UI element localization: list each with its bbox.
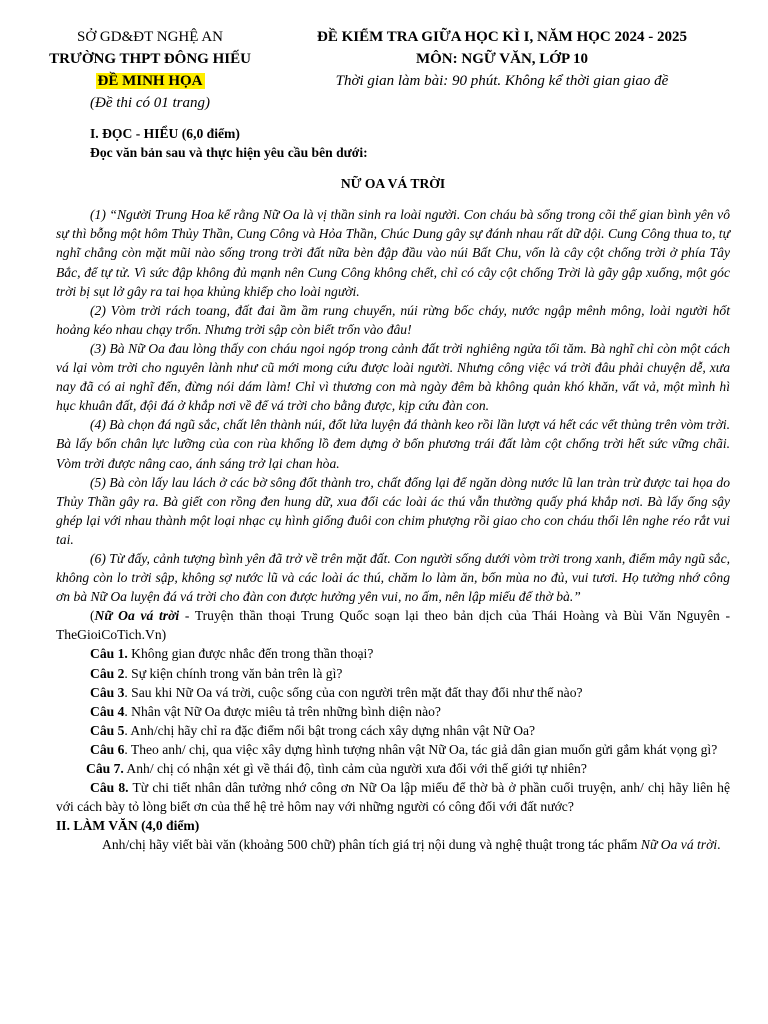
story-paragraph-2: (2) Vòm trời rách toang, đất đai ầm ầm rung chuyển, núi rừng bốc cháy, nước ngập mênh mông, loài người hốt hoảng kéo nhau chạy trốn. Nhưng trời sập còn biết trốn vào đâu! — [56, 302, 730, 337]
question-item: Câu 8. Từ chi tiết nhân dân tưởng nhớ công ơn Nữ Oa lập miếu để thờ bà ở phần cuối truyện, anh/ chị hãy liên hệ với cách bày tỏ lòng biết ơn của thế hệ trẻ hôm nay với những người có công đối với đất nước? — [56, 780, 730, 815]
question-item: Câu 1. Không gian được nhắc đến trong thần thoại? — [90, 646, 374, 662]
story-paragraph-4: (4) Bà chọn đá ngũ sắc, chất lên thành núi, đốt lửa luyện đá thành keo rồi lần lượt vá hết các vết thủng trên vòm trời. Bà lấy bốn chân lực lưỡng của con rùa khổng lồ đem dựng ở bốn phương trái đất làm cột chống trời hết sức vững chãi. Vòm trời được nâng cao, ánh sáng trở lại chan hòa. — [56, 417, 730, 471]
question-list — [56, 644, 730, 816]
source-rest: - Truyện thần thoại Trung Quốc soạn lại theo bản dịch của Thái Hoàng và Bùi Văn Nguyên - TheGioiCoTich.Vn) — [56, 608, 730, 643]
subject-line: MÔN: NGỮ VĂN, LỚP 10 — [415, 51, 589, 67]
question-item: Câu 2. Sự kiện chính trong văn bản trên là gì? — [90, 665, 343, 681]
part1-heading: I. ĐỌC - HIỂU (6,0 điểm) — [90, 126, 240, 141]
school-name: TRƯỜNG THPT ĐÔNG HIẾU — [49, 51, 251, 67]
story-paragraph-5: (5) Bà còn lấy lau lách ở các bờ sông đốt thành tro, chất đống lại để ngăn dòng nước lũ lan tràn trừ được tai họa do Thủy Thần gây ra. Bà giết con rồng đen hung dữ, xua đổi các loài ác thú vẫn thường quấy phá khắp nơi. Bà lấy ống sậy ghép lại với nhau thành một loại nhạc cụ hình giống đuôi con chim phượng rồi giao cho con cháu thổi lên nghe réo rắt vui tai. — [56, 474, 730, 547]
exam-body — [56, 124, 730, 854]
department-name: SỞ GD&ĐT NGHỆ AN — [77, 29, 223, 45]
part2-heading: II. LÀM VĂN (4,0 điểm) — [56, 818, 200, 834]
question-item: Câu 5. Anh/chị hãy chỉ ra đặc điểm nổi bật trong cách xây dựng nhân vật Nữ Oa? — [90, 722, 536, 738]
question-item: Câu 7. Anh/ chị có nhận xét gì về thái độ, tình cảm của người xưa đối với thế giới tự nhiên? — [86, 761, 587, 776]
time-line: Thời gian làm bài: 90 phút. Không kể thời gian giao đề — [335, 73, 669, 89]
part2-prompt: Anh/chị hãy viết bài văn (khoảng 500 chữ) phân tích giá trị nội dung và nghệ thuật trong tác phẩm Nữ Oa vá trời. — [102, 837, 721, 853]
prompt-work-title: Nữ Oa vá trời — [640, 837, 718, 853]
sample-exam-badge: ĐỀ MINH HỌA — [97, 73, 203, 89]
question-item: Câu 4. Nhân vật Nữ Oa được miêu tả trên những bình diện nào? — [90, 703, 441, 719]
header-right — [282, 26, 722, 92]
header-left — [22, 26, 278, 114]
story-paragraph-1: (1) “Người Trung Hoa kể rằng Nữ Oa là vị thần sinh ra loài người. Con cháu bà sống trong cõi thế gian bình yên vô sự thì bỗng một hôm Thủy Thần, Cung Công và Hỏa Thần, Chúc Dung gây sự đánh nhau rất dữ dội. Cung Công thua to, tự nghĩ chẳng còn mặt mũi nào sống trong trời đất nữa bèn đập đầu vào núi Bất Chu, vốn là cây cột chống trời ở phía Tây Bắc, để tự tử. Vì sức đập không đủ mạnh nên Cung Công không chết, chỉ có cây cột chống Trời là gãy gập xuống, một góc trời bị sụt lở gây ra tai họa khủng khiếp cho loài người. — [56, 207, 730, 299]
source-open: ( — [90, 608, 95, 624]
source-title: Nữ Oa vá trời — [94, 608, 180, 624]
question-item: Câu 3. Sau khi Nữ Oa vá trời, cuộc sống của con người trên mặt đất thay đổi như thế nào? — [90, 684, 583, 700]
exam-title: ĐỀ KIỂM TRA GIỮA HỌC KÌ I, NĂM HỌC 2024 - 2025 — [316, 29, 688, 45]
page-count-note: (Đề thi có 01 trang) — [90, 95, 210, 111]
part1-instruction: Đọc văn bản sau và thực hiện yêu cầu bên dưới: — [90, 145, 368, 161]
story-paragraph-3: (3) Bà Nữ Oa đau lòng thấy con cháu ngoi ngóp trong cảnh đất trời nghiêng ngửa tối tăm. Bà nghĩ chỉ còn một cách vá lại vòm trời cho nguyên lành như cũ mới mong cứu được loài người. Nhưng công việc vá trời đâu phải chuyện dễ, xưa nay đã có ai nghĩ đến, đừng nói dám làm! Chỉ vì thương con mà ngày đêm bà không quản khó khăn, vất vả, một mình hì hục khuân đất, đội đá ở khắp nơi về để vá trời cho bằng được, kịp cứu đàn con. — [56, 340, 730, 414]
story-title: NỮ OA VÁ TRỜI — [340, 176, 446, 192]
question-item: Câu 6. Theo anh/ chị, qua việc xây dựng hình tượng nhân vật Nữ Oa, tác giả dân gian muốn gửi gắm khát vọng gì? — [90, 741, 718, 757]
story-paragraph-6: (6) Từ đấy, cảnh tượng bình yên đã trở về trên mặt đất. Con người sống dưới vòm trời trong xanh, điểm mây ngũ sắc, không còn lo trời sập, không sợ nước lũ và các loài ác thú, chăm lo làm ăn, bốn mùa no đủ, vui tươi. Họ tưởng nhớ công ơn bà Nữ Oa luyện đá vá trời cho đàn con được hưởng yên vui, no ấm, nên lập miếu để thờ bà.” — [56, 550, 730, 605]
source-citation — [56, 606, 730, 644]
